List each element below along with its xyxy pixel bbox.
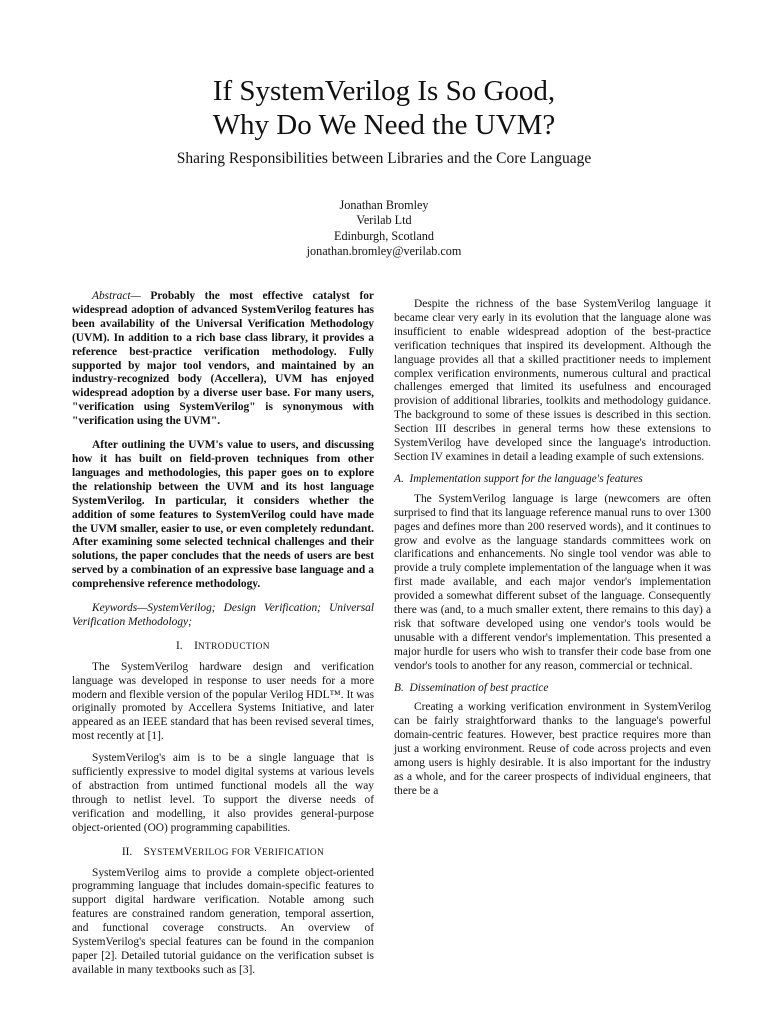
abstract-lead: Abstract—: [92, 290, 141, 302]
subsection-label: B.: [394, 681, 404, 694]
author-email: jonathan.bromley@verilab.com: [306, 244, 462, 259]
section-number: I.: [176, 639, 183, 652]
abstract-paragraph-2: After outlining the UVM's value to users, and discussing how it has built on field-proven techniques from other languages and methodologies, this paper goes on to explore the relationship between the UVM and its host language SystemVerilog. In particular, it considers whether the addition of some features to SystemVerilog could have made the UVM smaller, easier to use, or even completely redundant. After examining some selected technical challenges and their solutions, the paper concludes that the needs of users are best served by a combination of an expressive base language and a comprehensive reference methodology.: [72, 439, 374, 591]
section-title-part: YSTEM: [150, 847, 184, 858]
section-title-initial: I: [194, 639, 198, 652]
left-column: [72, 290, 374, 978]
keywords: Keywords—SystemVerilog; Design Verification; Universal Verification Methodology;: [72, 602, 374, 628]
abstract-paragraph: [72, 290, 374, 429]
section-heading-introduction: [72, 640, 374, 655]
section-number: II.: [121, 845, 133, 858]
section-title-part: V: [183, 845, 193, 858]
section-title-part: ERIFICATION: [261, 847, 325, 858]
sv-paragraph-2: Despite the richness of the base SystemVerilog language it became clear very early in its evolution that the language alone was insufficient to enable widespread adoption of the best-practice verification techniques that inspired its development. Although the language provides all that a skilled practitioner needs to implement complex verification environments, numerous cultural and practical challenges emerged that limited its usefulness and encouraged provision of additional libraries, toolkits and methodology guidance. The background to some of these issues is described in this section. Section III describes in general terms how these extensions to SystemVerilog have developed since the language's introduction. Section IV examines in detail a leading example of such extensions.: [394, 298, 711, 463]
section-title-part: V: [253, 845, 262, 858]
right-column: [394, 290, 711, 799]
intro-paragraph-2: SystemVerilog's aim is to be a single language that is sufficiently expressive to model digital systems at various levels of abstraction from untimed functional models all the way through to netlist level. To support the diverse needs of verification and modelling, it also provides general-purpose object-oriented (OO) programming capabilities.: [72, 752, 374, 834]
intro-paragraph-1: The SystemVerilog hardware design and verification language was developed in response to user needs for a more modern and flexible version of the popular Verilog HDL™. It was originally promoted by Accellera Systems Initiative, and later appeared as an IEEE standard that has been revised several times, most recently at [1].: [72, 660, 374, 743]
subsection-title: Dissemination of best practice: [409, 681, 549, 694]
paper-title: [0, 74, 768, 142]
title-line-1: If SystemVerilog Is So Good,: [212, 75, 556, 107]
subsection-b-paragraph: Creating a working verification environment in SystemVerilog can be fairly straightforward thanks to the language's powerful domain-centric features. However, best practice requires more than just a working environment. Reuse of code across projects and even among users is highly desirable. It is also important for the industry as a whole, and for the career prospects of individual engineers, that there be a: [394, 701, 711, 797]
section-title-rest: NTRODUCTION: [197, 641, 270, 652]
section-title-part: ERILOG FOR: [192, 847, 254, 858]
subsection-title: Implementation support for the language's features: [409, 472, 643, 485]
author-name: Jonathan Bromley: [339, 198, 429, 212]
abstract-text: Probably the most effective catalyst for widespread adoption of advanced SystemVerilog features has been availability of the Universal Verification Methodology (UVM). In addition to a rich base class library, it provides a reference best-practice verification methodology. Fully supported by major tool vendors, and maintained by an industry-recognized body (Accellera), UVM has enjoyed widespread adoption by a diverse user base. For many users, "verification using SystemVerilog" is synonymous with "verification using the UVM".: [72, 290, 374, 428]
subsection-heading-a: [394, 473, 711, 487]
author-block: [0, 198, 768, 260]
author-location: Edinburgh, Scotland: [334, 228, 434, 243]
sv-paragraph-1: SystemVerilog aims to provide a complete object-oriented programming language that includes domain-specific features to support digital hardware verification. Notable among such features are constrained random generation, temporal assertion, and functional coverage constructs. An overview of SystemVerilog's special features can be found in the companion paper [2]. Detailed tutorial guidance on the verification subset is available in many textbooks such as [3].: [72, 866, 374, 976]
section-heading-sv-verification: [72, 846, 374, 861]
subsection-a-paragraph: The SystemVerilog language is large (newcomers are often surprised to find that its language reference manual runs to over 1300 pages and defines more than 200 reserved words), and it continues to grow and evolve as the language standards committees work on clarifications and enhancements. No single tool vendor was able to provide a truly complete implementation of the language when it was first made available, and each major vendor's implementation provided a somewhat different subset of the language. Consequently there was (and, to a much smaller extent, there remains to this day) a risk that software developed using one vendor's tools would be unusable with a different vendor's implementation. This presented a major hurdle for users who wish to transfer their code base from one vendor's tools to another for any reason, commercial or technical.: [394, 492, 711, 672]
author-affiliation: Verilab Ltd: [356, 213, 412, 228]
paper-subtitle: Sharing Responsibilities between Libraries and the Core Language: [176, 150, 592, 167]
title-line-2: Why Do We Need the UVM?: [212, 109, 556, 141]
section-title-part: S: [143, 845, 150, 858]
subsection-label: A.: [394, 472, 404, 485]
subsection-heading-b: [394, 682, 711, 696]
